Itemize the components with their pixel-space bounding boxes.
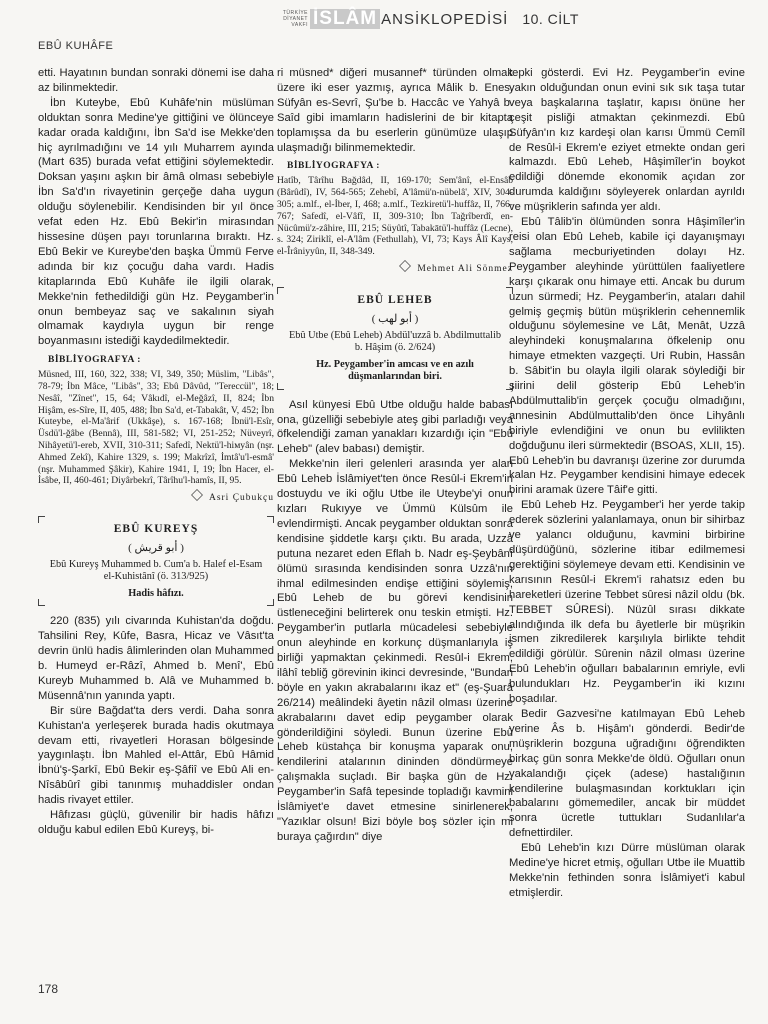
entry-arabic: ( أبو قريش ) [128,541,184,554]
entry-description: Hz. Peygamber'in amcası ve en azılı düşmanlarından biri. [316,358,474,383]
bibliography-text: Hatîb, Târîhu Bağdâd, II, 169-170; Sem'ânî, el-Ensâb (Bârûdî), IV, 564-565; Zehebî, A'lâmü'n-nübelâ', XIV, 304-305; a.mlf., el-İber, I, 468; a.mlf., Tezkiretü'l-huffâz, II, 766-767; Safedî, el-Vâfî, II, 309-310; İbn Tağrîberdî, en-Nücûmü'z-zâhire, III, 215; Süyûtî, Tabakātü'l-huffâz (Lecne), s. 324; Ziriklî, el-A'lâm (Fethullah), VI, 73; Kays Âlî Kays, el-Îrâniyyûn, II, 348-349. [277,175,513,258]
entry-subtitle: Ebû Kureyş Muhammed b. Cum'a b. Halef el-Esam el-Kuhistânî (ö. 313/925) [49,558,263,583]
author-name: Mehmet Ali Sönmez [417,263,513,274]
bibliography-title: BİBLİYOGRAFYA : [48,355,141,366]
logo-ansiklopedisi: ANSİKLOPEDİSİ [381,10,509,28]
paragraph: Bir süre Bağdat'ta ders verdi. Daha sonra Kuhistan'a yerleşerek burada hadis okutmaya devam etti, rivayetleri Horasan bölgesinde yaygınlaştı. İbn Mahled el-Attâr, Ebû Hâmid İbnü'ş-Şarkī, Ebû Bekir eş-Şâfiî ve Ebû Ali en-Nîsâbûrî gibi tanınmış muhaddisler ondan hadis rivayet ettiler. [38,704,274,807]
paragraph: tepki gösterdi. Evi Hz. Peygamber'in evine yakın olduğundan onun evini sık sık taşa tutar veya başkalarına taşlatır, kapısı önüne her çeşit pisliği atmaktan çekinmezdi. Ebû Süfyân'ın kız kardeşi olan karısı Ümmü Cemîl de Resûl-i Ekrem'e eziyet etmekte ondan geri kalmazdı. Ebû Leheb, Hâşimîler'in boykot edildiği dönemde ekonomik açıdan zor durumda kaldığını söyleyerek onlardan ayrıldı ve müşriklerin safında yer aldı. [509,67,745,214]
diamond-icon [399,260,411,272]
entry-subtitle: Ebû Utbe (Ebû Leheb) Abdül'uzzâ b. Abdilmuttalib b. Hâşim (ö. 2/624) [288,329,502,354]
entry-header [38,516,274,606]
paragraph: Ebû Tâlib'in ölümünden sonra Hâşimîler'in reisi olan Ebû Leheb, kabile içi dayanışmayı sağlama mecburiyetinden dolayı Hz. Peygamber aleyhinde yürüttülen faaliyetlere karşı çıkarak onu himaye etti. Ancak bu durum uzun sürmedi; Hz. Peygamber'in, ataları dahil gelmiş geçmiş bütün müşriklerin cehennemlik olduğunu söylemesine ve Lât, Menât, Uzzâ aleyhindeki konuşmalarına öfkelenip onu himaye etmekten vazgeçti. Uri Rubin, Hassân b. Sâbit'in bu olayla ilgili olarak söylediği bir şiirini delil gösterip Ebû Leheb'in Abdülmuttalib'in gerçek çocuğu olmadığını, annesinin Abdülmuttalib'den önce Lihyânlı biriyle evlendiğini ve onun bu evlilikten doğduğunu ileri sürmektedir (BSOAS, XLII, 15). Ebû Leheb'in bu davranışı üzerine zor durumda kalan Hz. Peygamber kendisini himaye edecek birini aramak üzere Tâif'e gitti. [509,216,745,497]
paragraph: Ebû Leheb Hz. Peygamber'i her yerde takip ederek sözlerini yalanlamaya, onun bir sihirbaz ve yalancı olduğunu, kavmini birbirine düşürdüğünü, sözlerine itibar edilmemesi gerektiğini söylemeye devam etti. Kendisinin ve karısının Resûl-i Ekrem'i rahatsız eden bu hareketleri üzerine Tebbet sûresi nâzil oldu (bk. TEBBET SÛRESİ). Nüzûl sırası dikkate alındığında ilk defa bu âyetlerle bir müşrikin ismen zikredilerek karşılıyla birlikte tehdit edildiği görülür. Sûrenin nâzil olması üzerine Ebû Leheb'in oğulları babalarının emriyle, evli bulundukları Hz. Peygamber'in iki kızını boşadılar. [509,499,745,706]
paragraph: Bedir Gazvesi'ne katılmayan Ebû Leheb yerine Âs b. Hişâm'ı gönderdi. Bedir'de müşriklerin bozguna uğradığını öğrendikten birkaç gün sonra Mekke'de öldü. Oğulları onun yakalandığı çiçek (adese) hastalığının kendilerine bulaşmasından korktukları için babalarını gömemediler, ancak bir müddet sonra ücretle tuttukları Sudanlılar'a defnettirdiler. [509,707,745,840]
paragraph: 220 (835) yılı civarında Kuhistan'da doğdu. Tahsilini Rey, Kûfe, Basra, Hicaz ve Vâsıt'ta devrin ünlü hadis âlimlerinden olan Muhammed b. Humeyd er-Râzî, Ahmed b. Menî', Ebû Kureyb Muhammed b. Alâ ve Muhammed b. Müsennâ'nın yanında yaptı. [38,615,274,702]
foundation-label: TÜRKİYE DİYANET VAKFI [282,10,308,28]
bibliography-text: Müsned, III, 160, 322, 338; VI, 349, 350; Müslim, "Libâs", 78-79; İbn Mâce, "Libâs", 33; Ebû Dâvûd, "Tereccül", 18; Nesâî, "Zînet", 15, 64; Vâkıdî, el-Meğâzî, II, 824; İbn Hişâm, es-Sîre, II, 405, 488; İbn Sa'd, et-Tabakât, V, 452; İbn Kuteybe, el-Ma'ârif (Ukkâşe), s. 167-168; İbnü'l-Esîr, Üsdü'l-ğâbe (Bennâ), III, 581-582; VI, 251-252; Nüveyrî, Nihâyetü'l-ereb, XVII, 310-311; Safedî, Nektü'l-hімyân (nşr. Ahmed Zekî), Kahire 1329, s. 199; Makrîzî, İmtâ'u'l-esmâ' (nşr. Muhammed Şâkir), Kahire 1941, I, 19; İbn Hacer, el-İsâbe, II, 460-461; Diyârbekrî, Târîhu'l-hamîs, II, 95. [38,369,274,487]
entry-title: EBÛ KUREYŞ [113,523,199,535]
entry-header [277,287,513,390]
bibliography-title: BİBLİYOGRAFYA : [287,161,380,172]
logo-islam: İSLÂM [310,9,380,29]
page-number: 178 [38,982,59,996]
paragraph: Asıl künyesi Ebû Utbe olduğu halde babası ona, güzelliği sebebiyle ateş gibi parladığı veya öfkelendiği zaman yanakları kızardığı için "Ebû Leheb" (alev babası) demiştir. [277,398,513,456]
entry-title: EBÛ LEHEB [357,293,433,306]
column-1 [38,66,274,838]
author-name: Asri Çubukçu [208,493,274,504]
paragraph: Mekke'nin ileri gelenleri arasında yer alan Ebû Leheb İslâmiyet'ten önce Resûl-i Ekrem'in dostuydu ve iki oğlu Utbe ile Uteybe'yi onun kızları Rukıyye ve Ümmü Külsûm ile evlendirmişti. Ancak peygamber olduktan sonra kendisine şiddetle karşı çıktı. Bu arada, Uzzâ putuna nezaret eden Eflah b. Nadr eş-Şeybânî ölümü sırasında kendisinden sonra Uzzâ'nın ihmal edilmesinden endişe ettiğini söylemiş, Ebû Leheb de bu görevi kendisinin üstleneceğini belirterek onu teskin etmişti. Hz. Peygamber'in putlarla mücadelesi sebebiyle onun aleyhinde en korkunç düşmanlarıyla iş birliği yapmaktan çekinmedi. Resûl-i Ekrem, ilâhî tebliğ görevinin ikinci devresinde, "Bundan böyle en yakın akrabalarını ikaz et" (eş-Şuarâ 26/214) meâlindeki âyetin nâzil olması üzerine akrabalarını davet edip peygamber olarak gönderildiğini söyledi. Bunun üzerine Ebû Leheb küstahça bir konuşma yaparak onu, kendilerini atalarının dininden döndürmeye çalışmakla suçladı. Bir başka gün de Hz. Peygamber'in Safâ tepesinde topladığı kavmini İslâmiyet'e davet etmesine sinirlenerek, "Yazıklar olsun! Bizi böyle boş sözler için mi buraya çağırdın" diye [277,458,513,843]
paragraph: Hâfızası güçlü, güvenilir bir hadis hâfızı olduğu kabul edilen Ebû Kureyş, bi- [38,809,274,836]
diamond-icon [191,489,203,501]
entry-description: Hadis hâfızı. [128,587,184,599]
volume-label: 10. CİLT [522,11,579,27]
paragraph: etti. Hayatının bundan sonraki dönemi ise daha az bilinmektedir. [38,67,274,94]
column-3 [509,66,745,901]
encyclopedia-logo [278,9,579,29]
paragraph: ri müsned* diğeri musannef* türünden olmak üzere iki eser yazmış, ayrıca Mâlik b. Enes, Süfyân es-Sevrî, Şu'be b. Haccâc ve Yahyâ b. Saîd gibi imamların hadislerini de bir kitapta toplamışsa da bu eserlerin günümüze ulaşıp ulaşmadığı bilinmemektedir. [277,67,513,154]
page-header [0,6,768,34]
author-signature [38,489,274,506]
column-2 [277,66,513,845]
entry-arabic: ( أبو لهب ) [371,312,419,325]
paragraph: İbn Kuteybe, Ebû Kuhâfe'nin müslüman olduktan sonra Medine'ye gittiğini ve ölünceye kadar orada kaldığını, İbn Sa'd ise Mekke'den hiç ayrılmadığını ve 14 yılı Muharrem ayında (Mart 635) burada vefat ettiğini söylemektedir. Doksan yaşını aşkın bir âmâ olması sebebiyle İbn Sa'd'ın rivayetinin gerçeğe daha uygun olduğu söylenebilir. Kendisinden bir yıl önce vefat eden Hz. Ebû Bekir'in mirasından hissesine düşen payı torunlarına bıraktı. Hz. Ebû Bekir ve Kureybe'den başka Ümmü Ferve adında bir kız çocuğu daha vardı. Hadis kitaplarında Ebû Kuhâfe ile ilgili olarak, Mekke'nin fethedildiği gün Hz. Peygamber'in onun bembeyaz saç ve sakalının siyah olmamak kaydıyla uygun bir renge boyanmasını istediği kaydedilmektedir. [38,96,274,348]
running-head: EBÛ KUHÂFE [38,40,114,52]
author-signature [277,260,513,277]
paragraph: Ebû Leheb'in kızı Dürre müslüman olarak Medine'ye hicret etmiş, oğulları Utbe ile Muattib Mekke'nin fethinden sonra İslâmiyet'i kabul etmişlerdir. [509,842,745,899]
